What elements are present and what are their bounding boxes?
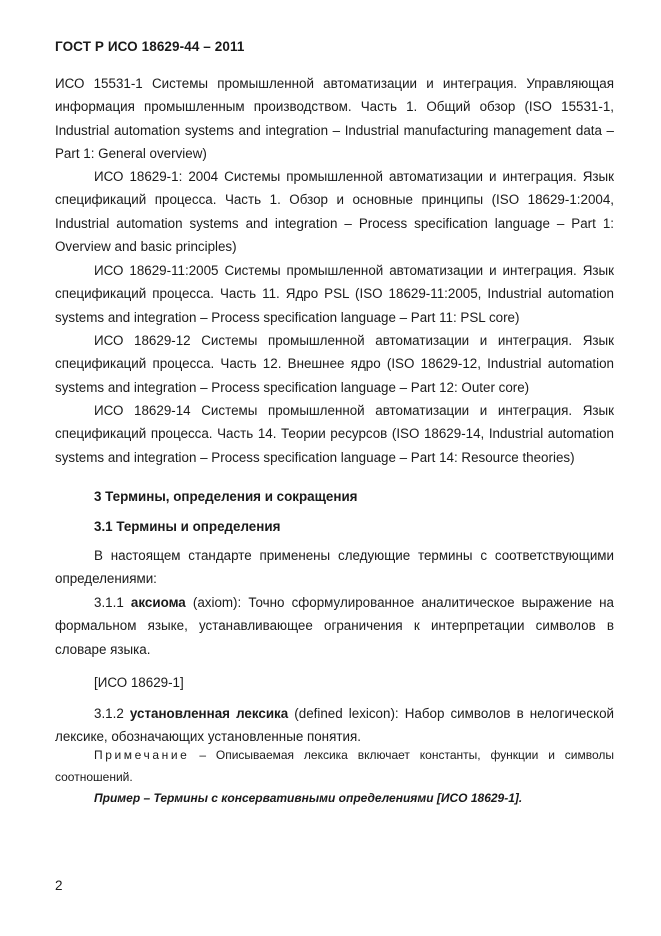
term-definition: (axiom): Точно сформулированное аналитическое выражение на формальном языке, устанавливающее ограничения к интерпретации символов в словаре языка. (55, 595, 614, 657)
reference-iso-18629-14: ИСО 18629-14 Системы промышленной автоматизации и интеграция. Язык спецификаций процесса. Часть 14. Теории ресурсов (ISO 18629-14, Industrial automation systems and integration – Process specification language – Part 14: Resource theories) (55, 403, 614, 465)
term-number: 3.1.1 (94, 595, 124, 610)
note-paragraph (55, 745, 614, 788)
intro-paragraph: В настоящем стандарте применены следующие термины с соответствующими определениями: (55, 548, 614, 587)
reference-iso-18629-12: ИСО 18629-12 Системы промышленной автоматизации и интеграция. Язык спецификаций процесса. Часть 12. Внешнее ядро (ISO 18629-12, Industrial automation systems and integration – Process specification language – Part 12: Outer core) (55, 333, 614, 395)
section-heading: 3 Термины, определения и сокращения (94, 489, 358, 504)
term-definition: (defined lexicon): Набор символов в нелогической лексике, обозначающих установленные понятия. (55, 706, 615, 745)
example-line: Пример – Термины с консервативными определениями [ИСО 18629-1]. (94, 791, 523, 805)
reference-iso-18629-1: ИСО 18629-1: 2004 Системы промышленной автоматизации и интеграция. Язык спецификаций процесса. Часть 1. Обзор и основные принципы (ISO 18629-1:2004, Industrial automation systems and integration – Process specification language – Part 1: Overview and basic principles) (55, 169, 614, 255)
page-number: 2 (55, 878, 63, 893)
term-number: 3.1.2 (94, 706, 124, 721)
reference-iso-18629-11: ИСО 18629-11:2005 Системы промышленной автоматизации и интеграция. Язык спецификаций процесса. Часть 11. Ядро PSL (ISO 18629-11:2005, Industrial automation systems and integration – Process specification language – Part 11: PSL core) (55, 263, 614, 325)
note-label: Примечание (94, 748, 190, 762)
term-axiom (55, 591, 614, 661)
term-name: установленная лексика (129, 706, 289, 721)
term-name: аксиома (130, 595, 186, 610)
note-text: – Описываемая лексика включает константы, функции и символы соотношений. (55, 748, 614, 784)
document-header: ГОСТ Р ИСО 18629-44 – 2011 (55, 39, 245, 54)
term-defined-lexicon (55, 702, 614, 749)
term-source: [ИСО 18629-1] (94, 675, 184, 690)
reference-iso-15531-1: ИСО 15531-1 Системы промышленной автоматизации и интеграция. Управляющая информация промышленным производством. Часть 1. Общий обзор (ISO 15531-1, Industrial automation systems and integration – Industrial manufacturing management data – Part 1: General overview) (55, 76, 614, 162)
subsection-heading: 3.1 Термины и определения (94, 519, 281, 534)
